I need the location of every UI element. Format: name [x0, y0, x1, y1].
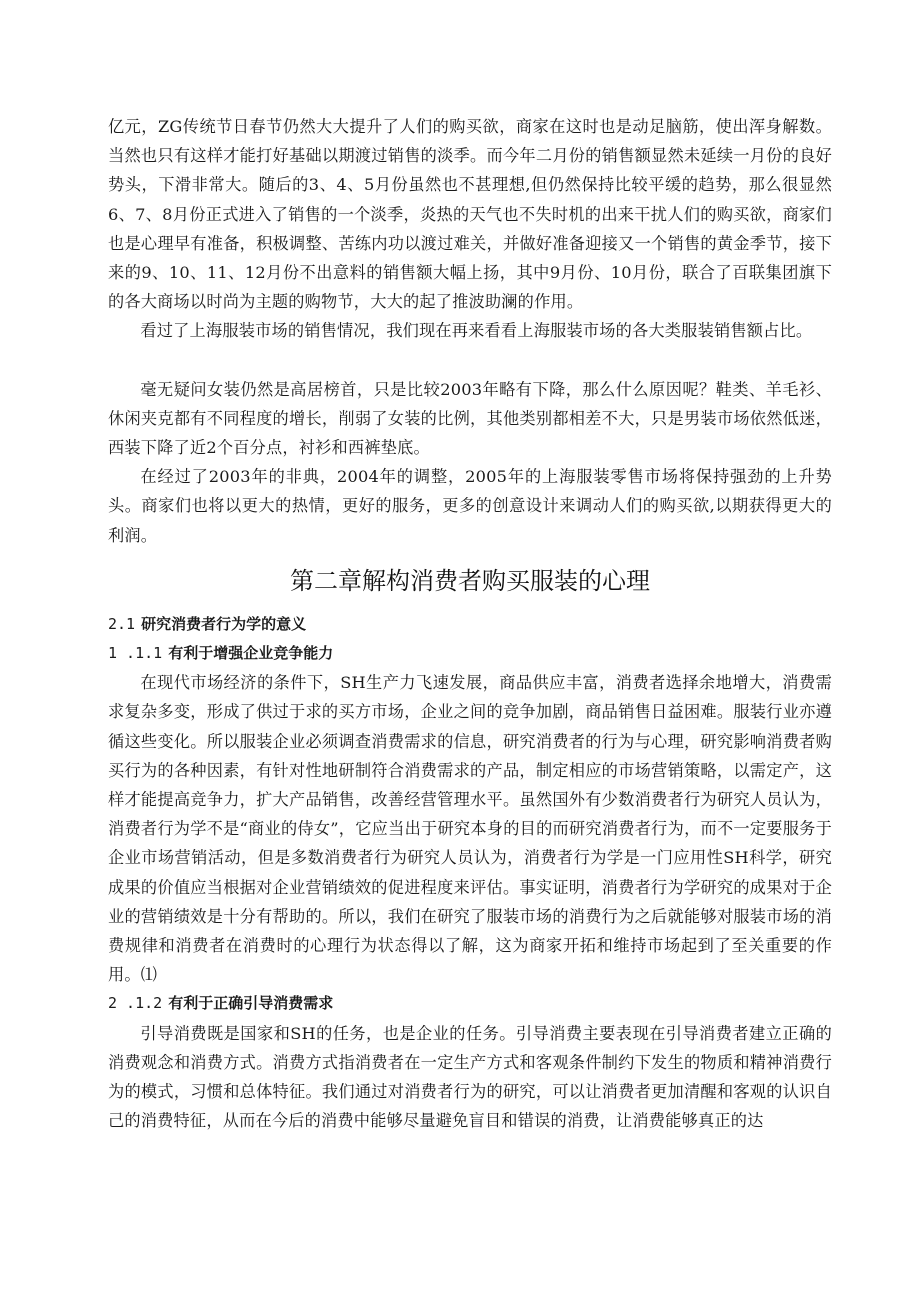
section-number: 1 .1.1 — [108, 644, 163, 663]
figure-gap — [108, 346, 832, 375]
section-heading-1-1-1 — [108, 639, 832, 668]
section-title: 有利于增强企业竞争能力 — [168, 644, 334, 663]
section-heading-2-1-2 — [108, 989, 832, 1018]
section-number: 2 .1.2 — [108, 994, 163, 1013]
paragraph-competitiveness: 在现代市场经济的条件下，SH生产力飞速发展，商品供应丰富，消费者选择余地增大，消费需求复杂多变，形成了供过于求的买方市场，企业之间的竞争加剧，商品销售日益困难。服装行业亦遵循这些变化。所以服装企业必须调查消费需求的信息，研究消费者的行为与心理，研究影响消费者购买行为的各种因素，有针对性地研制符合消费需求的产品，制定相应的市场营销策略，以需定产，这样才能提高竞争力，扩大产品销售，改善经营管理水平。虽然国外有少数消费者行为研究人员认为，消费者行为学不是“商业的侍女”，它应当出于研究本身的目的而研究消费者行为，而不一定要服务于企业市场营销活动，但是多数消费者行为研究人员认为，消费者行为学是一门应用性SH科学，研究成果的价值应当根据对企业营销绩效的促进程度来评估。事实证明，消费者行为学研究的成果对于企业的营销绩效是十分有帮助的。所以，我们在研究了服装市场的消费行为之后就能够对服装市场的消费规律和消费者在消费时的心理行为状态得以了解，这为商家开拓和维持市场起到了至关重要的作用。⑴ — [108, 673, 832, 985]
section-heading-2-1 — [108, 610, 832, 639]
chapter-title: 第二章解构消费者购买服装的心理 — [290, 566, 650, 595]
section-number: 2.1 — [108, 614, 136, 633]
paragraph-sales-trend: 亿元，ZG传统节日春节仍然大大提升了人们的购买欲，商家在这时也是动足脑筋，使出浑身解数。当然也只有这样才能打好基础以期渡过销售的淡季。而今年二月份的销售额显然未延续一月份的良好势头，下滑非常大。随后的3、4、5月份虽然也不甚理想,但仍然保持比较平缓的趋势，那么很显然6、7、8月份正式进入了销售的一个淡季，炎热的天气也不失时机的出来干扰人们的购买欲，商家们也是心理早有准备，积极调整、苦练内功以渡过难关，并做好准备迎接又一个销售的黄金季节，接下来的9、10、11、12月份不出意料的销售额大幅上扬，其中9月份、10月份，联合了百联集团旗下的各大商场以时尚为主题的购物节，大大的起了推波助澜的作用。 — [108, 117, 832, 312]
section-title: 研究消费者行为学的意义 — [141, 614, 307, 633]
paragraph-2005-outlook: 在经过了2003年的非典，2004年的调整，2005年的上海服装零售市场将保持强劲的上升势头。商家们也将以更大的热情，更好的服务，更多的创意设计来调动人们的购买欲,以期获得更大的利润。 — [108, 467, 832, 545]
section-title: 有利于正确引导消费需求 — [168, 994, 334, 1013]
paragraph-category-intro: 看过了上海服装市场的销售情况，我们现在再来看看上海服装市场的各大类服装销售额占比。 — [140, 321, 813, 341]
paragraph-womenswear: 毫无疑问女装仍然是高居榜首，只是比较2003年略有下降，那么什么原因呢？鞋类、羊毛衫、休闲夹克都有不同程度的增长，削弱了女装的比例，其他类别都相差不大，只是男装市场依然低迷，西装下降了近2个百分点，衬衫和西裤垫底。 — [108, 379, 832, 458]
paragraph-guide-consumption: 引导消费既是国家和SH的任务，也是企业的任务。引导消费主要表现在引导消费者建立正确的消费观念和消费方式。消费方式指消费者在一定生产方式和客观条件制约下发生的物质和精神消费行为的模式，习惯和总体特征。我们通过对消费者行为的研究，可以让消费者更加清醒和客观的认识自己的消费特征，从而在今后的消费中能够尽量避免盲目和错误的消费，让消费能够真正的达 — [108, 1023, 832, 1131]
page-content — [108, 112, 832, 1136]
